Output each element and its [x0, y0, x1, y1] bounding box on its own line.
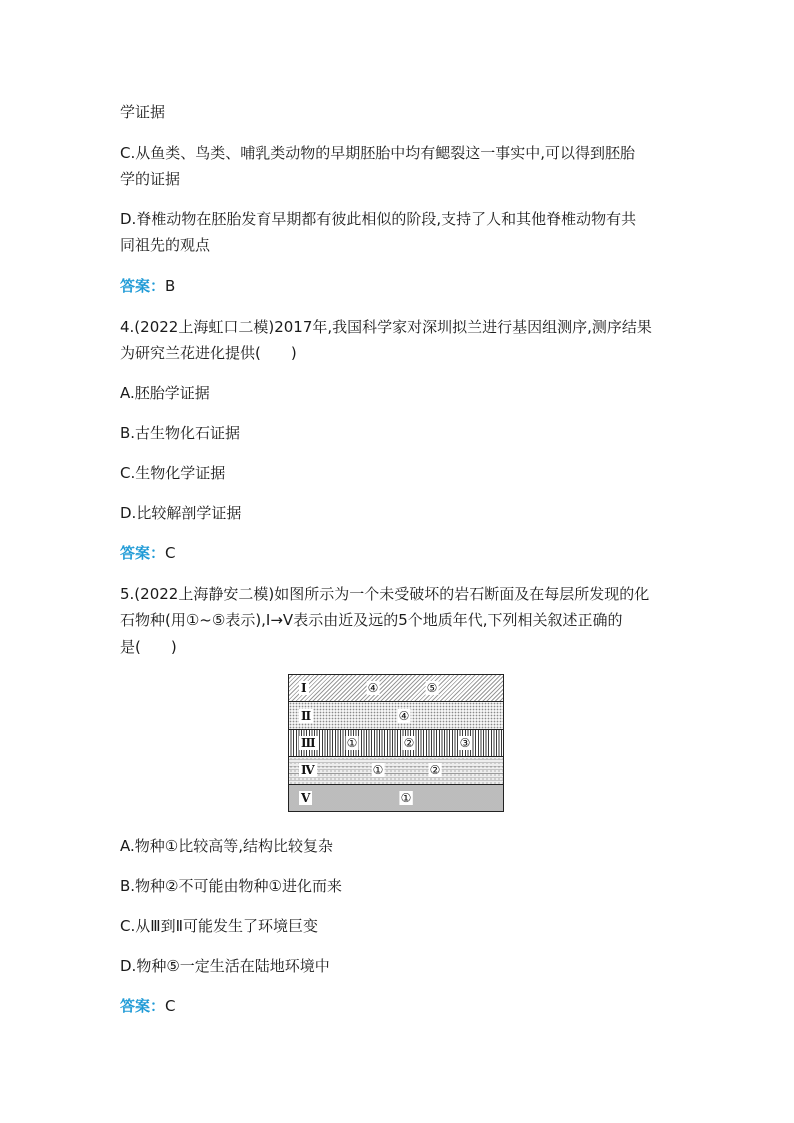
- q5-option-a: A.物种①比较高等,结构比较复杂: [120, 837, 333, 855]
- stratum-2: [289, 702, 503, 729]
- q5-option-c: C.从Ⅲ到Ⅱ可能发生了环境巨变: [120, 917, 318, 935]
- q5-stem-line2: 石物种(用①~⑤表示),Ⅰ→Ⅴ表示由近及远的5个地质年代,下列相关叙述正确的: [120, 611, 623, 629]
- q4-stem-line1: 4.(2022上海虹口二模)2017年,我国科学家对深圳拟兰进行基因组测序,测序结果: [120, 318, 652, 336]
- stratum-label: Ⅳ: [301, 763, 315, 778]
- stratum-label: Ⅴ: [301, 790, 311, 805]
- q3-option-c-line2: 学的证据: [120, 170, 181, 188]
- stratum-label: Ⅲ: [301, 736, 316, 751]
- q4-option-a: A.胚胎学证据: [120, 384, 210, 402]
- stratum-4: [289, 757, 503, 784]
- answer-label: 答案：: [120, 544, 166, 562]
- q5-option-d: D.物种⑤一定生活在陆地环境中: [120, 957, 330, 975]
- stratum-label: Ⅰ: [301, 681, 307, 696]
- q4-option-c: C.生物化学证据: [120, 464, 226, 482]
- stratum-label: Ⅱ: [301, 708, 312, 723]
- fossil-marker: ④: [398, 708, 410, 723]
- fossil-marker: ①: [372, 763, 384, 778]
- fossil-marker: ⑤: [426, 681, 438, 696]
- fossil-marker: ①: [400, 790, 412, 805]
- answer-value: B: [165, 277, 176, 295]
- stratum-3: [289, 730, 503, 757]
- q5-option-b: B.物种②不可能由物种①进化而来: [120, 877, 342, 895]
- rock-strata-figure: [288, 674, 504, 812]
- q5-stem-line3: 是( ): [120, 638, 177, 656]
- fossil-marker: ②: [429, 763, 441, 778]
- answer-value: C: [165, 544, 176, 562]
- q3-answer: [120, 276, 680, 296]
- answer-label: 答案：: [120, 277, 166, 295]
- q4-stem-line2: 为研究兰花进化提供( ): [120, 344, 297, 362]
- fossil-marker: ③: [459, 736, 471, 751]
- fossil-marker: ①: [346, 736, 358, 751]
- stratum-5: [289, 785, 503, 811]
- q3-option-c-line1: C.从鱼类、鸟类、哺乳类动物的早期胚胎中均有鳃裂这一事实中,可以得到胚胎: [120, 144, 636, 162]
- fossil-marker: ②: [403, 736, 415, 751]
- fossil-marker: ④: [367, 681, 379, 696]
- stratum-1: [289, 675, 503, 702]
- q4-answer: [120, 543, 680, 563]
- q5-answer: [120, 996, 680, 1016]
- q4-option-d: D.比较解剖学证据: [120, 504, 242, 522]
- q3-option-d-line1: D.脊椎动物在胚胎发育早期都有彼此相似的阶段,支持了人和其他脊椎动物有共: [120, 210, 637, 228]
- q3-option-d-line2: 同祖先的观点: [120, 236, 211, 254]
- q3-option-b-continuation: 学证据: [120, 103, 166, 121]
- answer-label: 答案：: [120, 997, 166, 1015]
- q4-option-b: B.古生物化石证据: [120, 424, 241, 442]
- q5-stem-line1: 5.(2022上海静安二模)如图所示为一个未受破坏的岩石断面及在每层所发现的化: [120, 585, 650, 603]
- answer-value: C: [165, 997, 176, 1015]
